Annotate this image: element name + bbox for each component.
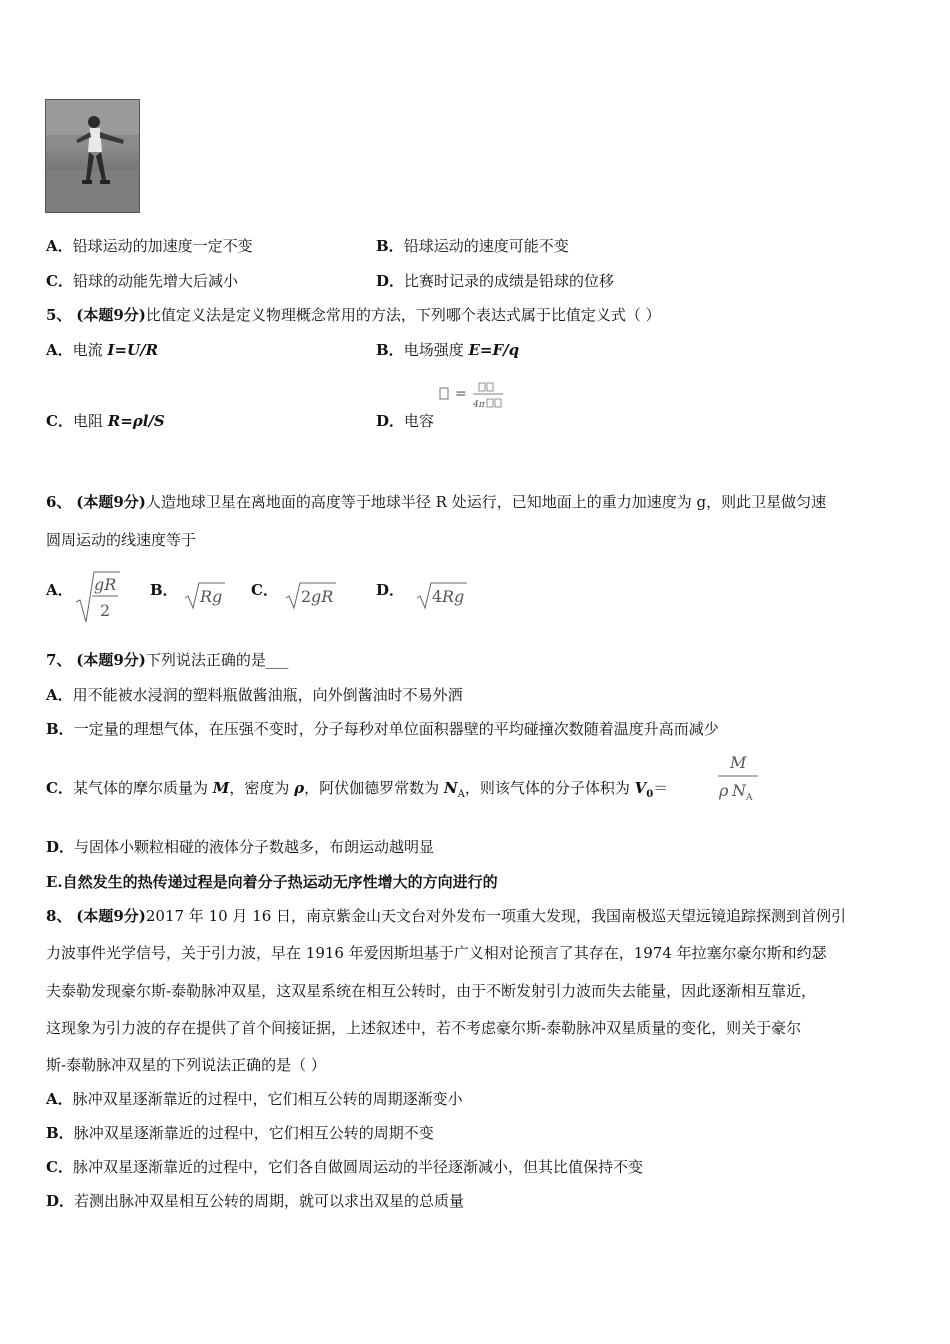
q6-option-c-formula xyxy=(284,580,338,610)
q7-option-c: C．某气体的摩尔质量为 M，密度为 ρ，阿伏伽德罗常数为 $N_A$，则该气体的分子体积为 $V_0=$ xyxy=(46,779,669,800)
q8-option-a: A．脉冲双星逐渐靠近的过程中，它们相互公转的周期逐渐变小 xyxy=(46,1090,463,1108)
q7-option-b: B．一定量的理想气体，在压强不变时，分子每秒对单位面积器壁的平均碰撞次数随着温度升高而减少 xyxy=(46,720,719,738)
svg-text:4: 4 xyxy=(432,587,443,606)
q8-option-c: C．脉冲双星逐渐靠近的过程中，它们各自做圆周运动的半径逐渐减小，但其比值保持不变 xyxy=(46,1158,643,1176)
q5-option-c: C．电阻 R=ρl/S xyxy=(46,412,165,430)
svg-text:M: M xyxy=(730,753,747,772)
svg-text:ρ: ρ xyxy=(719,781,729,800)
q4-option-d: D．比赛时记录的成绩是铅球的位移 xyxy=(376,272,615,290)
q6-stem-line2: 圆周运动的线速度等于 xyxy=(46,531,197,549)
q5-option-a: A．电流 I=U/R xyxy=(46,341,159,359)
q7-option-d: D．与固体小颗粒相碰的液体分子数越多，布朗运动越明显 xyxy=(46,838,435,856)
q6-option-d-formula xyxy=(415,580,469,610)
q5-capacitance-formula xyxy=(437,380,509,412)
q7-option-a: A．用不能被水浸润的塑料瓶做酱油瓶，向外倒酱油时不易外洒 xyxy=(46,686,463,704)
q8-stem-line3: 夫泰勒发现豪尔斯-泰勒脉冲双星，这双星系统在相互公转时，由于不断发射引力波而失去能量，因此逐渐相互靠近， xyxy=(46,982,817,1000)
q6-option-a-formula xyxy=(74,568,122,626)
athlete-figure-icon xyxy=(46,100,139,212)
q4-option-c: C．铅球的动能先增大后减小 xyxy=(46,272,238,290)
q4-option-b: B．铅球运动的速度可能不变 xyxy=(376,237,569,255)
q8-stem-line1: 8、 (本题9分)2017 年 10 月 16 日，南京紫金山天文台对外发布一项重大发现，我国南极巡天望远镜追踪探测到首例引 xyxy=(46,907,847,925)
q8-option-b: B．脉冲双星逐渐靠近的过程中，它们相互公转的周期不变 xyxy=(46,1124,434,1142)
q8-stem-line4: 这现象为引力波的存在提供了首个间接证据，上述叙述中，若不考虑豪尔斯-泰勒脉冲双星质量的变化，则关于豪尔 xyxy=(46,1019,802,1037)
q6-option-b-letter: B． xyxy=(150,581,178,599)
q8-stem-line5: 斯-泰勒脉冲双星的下列说法正确的是（ ） xyxy=(46,1056,326,1074)
svg-text:=: = xyxy=(455,386,467,402)
q5-stem: 5、 (本题9分)比值定义法是定义物理概念常用的方法，下列哪个表达式属于比值定义式（ ） xyxy=(46,306,661,324)
svg-text:Rg: Rg xyxy=(200,587,223,606)
svg-text:gR: gR xyxy=(94,575,117,594)
svg-text:2: 2 xyxy=(301,587,312,606)
q7-stem: 7、 (本题9分)下列说法正确的是___ xyxy=(46,651,289,669)
q4-option-a: A．铅球运动的加速度一定不变 xyxy=(46,237,253,255)
svg-text:A: A xyxy=(746,793,753,803)
shot-put-athlete-photo xyxy=(45,99,140,213)
q7-option-e: E.自然发生的热传递过程是向着分子热运动无序性增大的方向进行的 xyxy=(46,873,498,891)
q6-option-c-letter: C． xyxy=(251,581,278,599)
q6-stem-line1: 6、 (本题9分)人造地球卫星在离地面的高度等于地球半径 R 处运行，已知地面上的重力加速度为 g，则此卫星做匀速 xyxy=(46,493,827,511)
q8-stem-line2: 力波事件光学信号，关于引力波，早在 1916 年爱因斯坦基于广义相对论预言了其存在，1974 年拉塞尔豪尔斯和约瑟 xyxy=(46,944,827,962)
svg-text:gR: gR xyxy=(311,587,334,606)
q8-option-d: D．若测出脉冲双星相互公转的周期，就可以求出双星的总质量 xyxy=(46,1192,465,1210)
svg-text:4π: 4π xyxy=(473,400,485,410)
svg-text:Rg: Rg xyxy=(442,587,465,606)
q5-option-b: B．电场强度 E=F/q xyxy=(376,341,520,359)
q5-option-d: D．电容 xyxy=(376,412,435,430)
q6-option-d-letter: D． xyxy=(376,581,405,599)
q7-volume-fraction xyxy=(714,748,762,808)
q6-option-b-formula xyxy=(183,580,227,610)
svg-text:N: N xyxy=(732,781,746,800)
q6-option-a-letter: A． xyxy=(46,581,73,599)
svg-text:2: 2 xyxy=(100,601,111,620)
